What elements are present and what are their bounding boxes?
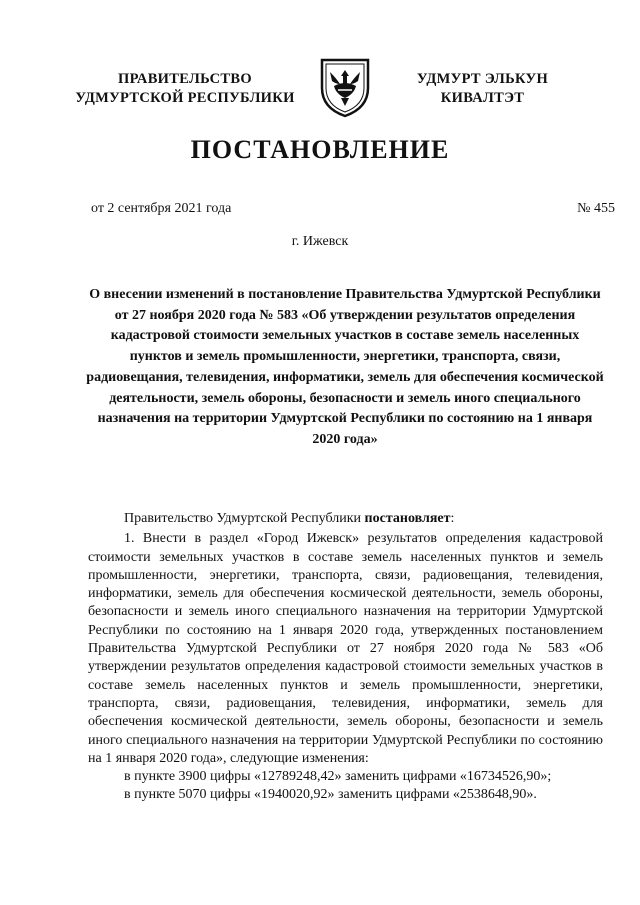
document-title: ПОСТАНОВЛЕНИЕ	[190, 135, 450, 164]
enacting-clause	[88, 510, 603, 528]
issuer-name-udmurt	[375, 70, 590, 108]
item-1-paragraph: 1. Внести в раздел «Город Ижевск» результатов определения кадастровой стоимости земельных участков в составе земель населенных пунктов и земель промышленности, энергетики, транспорта, связи, радиовещания, телевидения, информатики, земель для обеспечения космической деятельности, земель обороны, безопасности и земель иного специального назначения на территории Удмуртской Республики по состоянию на 1 января 2020 года, утвержденных постановлением Правительства Удмуртской Республики от 27 ноября 2020 года № 583 «Об утверждении результатов определения кадастровой стоимости земельных участков в составе земель населенных пунктов и земель промышленности, энергетики, транспорта, связи, радиовещания, телевидения, информатики, земель для обеспечения космической деятельности, земель обороны, безопасности и земель иного специального назначения на территории Удмуртской Республики по состоянию на 1 января 2020 года», следующие изменения:	[88, 531, 603, 766]
issuer-udmurt-line-1: УДМУРТ ЭЛЬКУН	[416, 71, 549, 87]
enacting-verb: постановляет	[364, 511, 451, 526]
document-number: № 455	[577, 201, 615, 216]
issuer-line-1: ПРАВИТЕЛЬСТВО	[118, 71, 252, 87]
coat-of-arms-icon	[318, 54, 372, 118]
document-city: г. Ижевск	[291, 234, 349, 249]
issuer-line-2: УДМУРТСКОЙ РЕСПУБЛИКИ	[75, 90, 295, 106]
enacting-text: Правительство Удмуртской Республики	[124, 511, 365, 526]
document-body	[88, 510, 603, 805]
document-heading: О внесении изменений в постановление Правительства Удмуртской Республики от 27 ноября 2020 года № 583 «Об утверждении результатов определения кадастровой стоимости земельных участков в составе земель населенных пунктов и земель промышленности, энергетики, транспорта, связи, радиовещания, телевидения, информатики, земель для обеспечения космической деятельности, земель обороны, безопасности и земель иного специального назначения на территории Удмуртской Республики по состоянию на 1 января 2020 года»	[86, 287, 604, 447]
change-item-2: в пункте 5070 цифры «1940020,92» заменить цифрами «2538648,90».	[124, 787, 537, 803]
enacting-colon: :	[450, 511, 455, 526]
document-date: от 2 сентября 2021 года	[91, 201, 232, 216]
change-item-1: в пункте 3900 цифры «12789248,42» заменить цифрами «16734526,90»;	[124, 769, 552, 785]
issuer-udmurt-line-2: КИВАЛТЭТ	[440, 90, 525, 106]
issuer-name-russian	[60, 70, 310, 108]
